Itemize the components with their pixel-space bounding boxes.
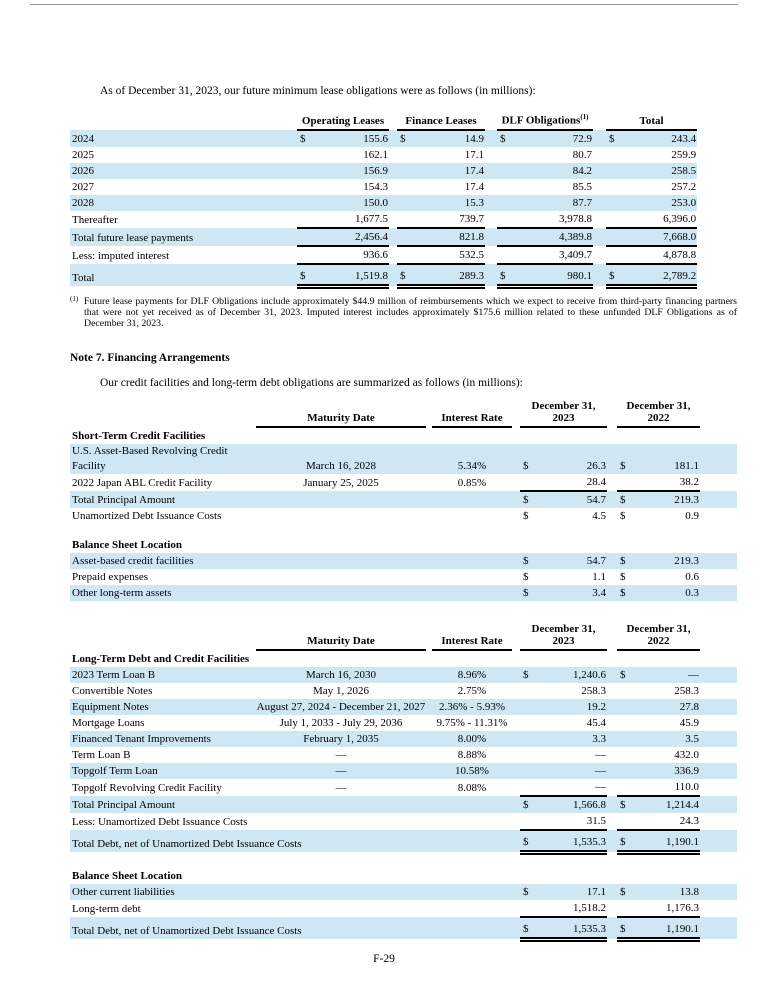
- table-row: [70, 900, 737, 917]
- dollar-sign: $: [609, 132, 615, 145]
- row-label: Asset-based credit facilities: [72, 554, 194, 567]
- maturity-date: May 1, 2026: [313, 684, 369, 697]
- value-2022: 110.0: [633, 779, 700, 796]
- table-row: [70, 683, 737, 699]
- footnote-reference: (1): [580, 113, 589, 121]
- amount: 17.4: [464, 164, 485, 177]
- section-label: Long-Term Debt and Credit Facilities: [72, 652, 250, 665]
- table-header-row: [70, 621, 737, 650]
- table-row: [70, 246, 697, 264]
- interest-rate: 9.75% - 11.31%: [436, 716, 508, 729]
- amount: 980.1: [515, 264, 593, 287]
- amount: 154.3: [363, 180, 389, 193]
- value-2022: 336.9: [674, 764, 699, 777]
- amount: 84.2: [572, 164, 593, 177]
- amount: 1,519.8: [315, 264, 389, 287]
- value-2023: 31.5: [536, 813, 607, 830]
- dollar-sign: $: [617, 917, 633, 940]
- value-2022: 3.5: [685, 732, 699, 745]
- value-2022: 181.1: [674, 459, 699, 472]
- section-row: [70, 537, 737, 553]
- table-row-total: [70, 491, 737, 508]
- page-number: F-29: [373, 953, 395, 965]
- row-label: Unamortized Debt Issuance Costs: [72, 509, 222, 522]
- value-2023: 258.3: [581, 684, 606, 697]
- maturity-date: —: [335, 781, 347, 794]
- value-2023: 1.1: [592, 570, 606, 583]
- value-2023: 3.4: [592, 586, 606, 599]
- maturity-date: —: [335, 764, 347, 777]
- amount: 14.9: [464, 132, 485, 145]
- note-heading: Note 7. Financing Arrangements: [70, 351, 230, 364]
- column-header-interest-rate: Interest Rate: [432, 398, 512, 427]
- amount: 1,677.5: [315, 211, 389, 228]
- column-header-maturity-date: Maturity Date: [256, 398, 426, 427]
- table-row: [70, 474, 737, 491]
- value-2022: 0.6: [685, 570, 699, 583]
- table-row: [70, 130, 697, 147]
- column-header-december-2023: December 31, 2023: [520, 621, 607, 650]
- row-label: Prepaid expenses: [72, 570, 149, 583]
- intro-debt-paragraph: Our credit facilities and long-term debt obligations are summarized as follows (in millions):: [100, 376, 523, 389]
- table-row: [70, 763, 737, 779]
- amount: 258.5: [671, 164, 697, 177]
- dollar-sign: $: [397, 264, 415, 287]
- value-2022: 258.3: [674, 684, 699, 697]
- interest-rate: 8.08%: [457, 781, 487, 794]
- footnote: [70, 296, 737, 329]
- interest-rate: 5.34%: [457, 459, 487, 472]
- amount: 739.7: [415, 211, 485, 228]
- dollar-sign: $: [620, 586, 626, 599]
- dollar-sign: $: [617, 830, 633, 853]
- interest-rate: 8.88%: [457, 748, 487, 761]
- value-2023: 4.5: [592, 509, 606, 522]
- value-2023: —: [595, 764, 606, 777]
- table-row: [70, 747, 737, 763]
- lease-obligations-table: [70, 111, 697, 289]
- value-2023: 1,535.3: [536, 830, 607, 853]
- value-2022: 219.3: [674, 493, 699, 506]
- dollar-sign: $: [620, 554, 626, 567]
- value-2023: 17.1: [586, 885, 606, 898]
- value-2022: 1,190.1: [633, 830, 700, 853]
- column-header-operating-leases: Operating Leases: [297, 111, 389, 130]
- table-row: [70, 569, 737, 585]
- amount: 80.7: [572, 148, 593, 161]
- value-2022: 432.0: [674, 748, 699, 761]
- value-2022: 0.3: [685, 586, 699, 599]
- row-label: Mortgage Loans: [72, 716, 145, 729]
- maturity-date: March 16, 2030: [306, 668, 376, 681]
- dollar-sign: $: [523, 509, 529, 522]
- row-label: 2025: [72, 148, 94, 161]
- table-row-total: [70, 830, 737, 853]
- row-label: Total Debt, net of Unamortized Debt Issuance Costs: [72, 925, 302, 938]
- maturity-date: August 27, 2024 - December 21, 2027: [256, 700, 426, 713]
- short-term-credit-facilities-table: [70, 398, 737, 601]
- row-label: Other long-term assets: [72, 586, 172, 599]
- amount: 289.3: [415, 264, 485, 287]
- interest-rate: 8.96%: [457, 668, 487, 681]
- table-row: [70, 813, 737, 830]
- value-2023: 45.4: [586, 716, 606, 729]
- section-label: Balance Sheet Location: [72, 538, 182, 551]
- row-label: Thereafter: [72, 213, 118, 226]
- row-label: Total: [72, 272, 95, 285]
- value-2022: 24.3: [633, 813, 700, 830]
- row-label: Less: Unamortized Debt Issuance Costs: [72, 815, 248, 828]
- column-header-dlf-obligations: DLF Obligations$^{(1)}$: [497, 111, 593, 130]
- amount: 156.9: [363, 164, 389, 177]
- row-label: Total Principal Amount: [72, 493, 176, 506]
- amount: 4,389.8: [515, 228, 593, 246]
- dollar-sign: $: [606, 264, 624, 287]
- value-2023: 26.3: [586, 459, 606, 472]
- row-label: Total future lease payments: [72, 231, 194, 244]
- value-2022: —: [688, 668, 699, 681]
- value-2022: 1,214.4: [666, 798, 699, 811]
- dollar-sign: $: [497, 264, 515, 287]
- amount: 150.0: [363, 196, 389, 209]
- row-label: 2026: [72, 164, 94, 177]
- dollar-sign: $: [400, 132, 406, 145]
- row-label: Equipment Notes: [72, 700, 149, 713]
- dollar-sign: $: [300, 132, 306, 145]
- row-label: Long-term debt: [72, 902, 141, 915]
- maturity-date: January 25, 2025: [303, 476, 379, 489]
- dollar-sign: $: [523, 493, 529, 506]
- page-top-rule: [30, 4, 738, 5]
- value-2023: 54.7: [586, 554, 606, 567]
- row-label: Other current liabilities: [72, 885, 175, 898]
- section-label: Balance Sheet Location: [72, 869, 182, 882]
- row-label: Total Debt, net of Unamortized Debt Issuance Costs: [72, 838, 302, 851]
- amount: 7,668.0: [624, 228, 697, 246]
- value-2022: 45.9: [679, 716, 699, 729]
- amount: 4,878.8: [624, 246, 697, 264]
- row-label: Financed Tenant Improvements: [72, 732, 211, 745]
- row-label: 2028: [72, 196, 94, 209]
- value-2023: 1,535.3: [536, 917, 607, 940]
- row-label: 2024: [72, 132, 94, 145]
- interest-rate: 2.75%: [457, 684, 487, 697]
- intro-lease-paragraph: As of December 31, 2023, our future minimum lease obligations were as follows (in millions):: [100, 85, 536, 97]
- table-row: [70, 667, 737, 683]
- amount: 85.5: [572, 180, 593, 193]
- footnote-text: Future lease payments for DLF Obligations include approximately $44.9 million of reimbursements which we expect to receive from third-party financing partners that were not yet received as of December 31, 2023. Imputed interest includes approximately $175.6 million related to these unfunded DLF Obligations as of December 31, 2023.: [84, 295, 737, 329]
- dollar-sign: $: [523, 554, 529, 567]
- interest-rate: 0.85%: [457, 476, 487, 489]
- value-2022: 219.3: [674, 554, 699, 567]
- value-2022: 0.9: [685, 509, 699, 522]
- value-2023: 1,566.8: [573, 798, 606, 811]
- table-header-row: [70, 111, 697, 130]
- maturity-date: March 16, 2028: [306, 459, 376, 472]
- dollar-sign: $: [297, 264, 315, 287]
- amount: 15.3: [464, 196, 485, 209]
- dollar-sign: $: [520, 917, 536, 940]
- row-label: 2022 Japan ABL Credit Facility: [72, 476, 213, 489]
- dollar-sign: $: [620, 885, 626, 898]
- amount: 6,396.0: [624, 211, 697, 228]
- footnote-marker: (1): [70, 294, 79, 303]
- amount: 155.6: [363, 132, 389, 145]
- dollar-sign: $: [620, 570, 626, 583]
- column-header-total: Total: [606, 111, 697, 130]
- value-2022: 38.2: [633, 474, 700, 491]
- row-label: 2027: [72, 180, 94, 193]
- amount: 821.8: [415, 228, 485, 246]
- table-row: [70, 147, 697, 163]
- maturity-date: July 1, 2033 - July 29, 2036: [279, 716, 403, 729]
- value-2023: 54.7: [586, 493, 606, 506]
- amount: 2,456.4: [315, 228, 389, 246]
- row-label: 2023 Term Loan B: [72, 668, 156, 681]
- section-label: Short-Term Credit Facilities: [72, 429, 206, 442]
- interest-rate: 8.00%: [457, 732, 487, 745]
- amount: 17.1: [464, 148, 485, 161]
- dollar-sign: $: [520, 830, 536, 853]
- amount: 936.6: [315, 246, 389, 264]
- table-row: [70, 731, 737, 747]
- section-row: [70, 650, 737, 667]
- table-header-row: [70, 398, 737, 427]
- value-2022: 1,190.1: [633, 917, 700, 940]
- row-label: Less: imputed interest: [72, 249, 170, 262]
- amount: 259.9: [671, 148, 697, 161]
- amount: 532.5: [415, 246, 485, 264]
- dollar-sign: $: [523, 885, 529, 898]
- amount: 3,978.8: [515, 211, 593, 228]
- value-2022: 27.8: [679, 700, 699, 713]
- section-row: [70, 427, 737, 444]
- row-label: U.S. Asset-Based Revolving Credit Facility: [72, 444, 228, 472]
- column-header-december-2022: December 31, 2022: [617, 398, 700, 427]
- table-row: [70, 444, 737, 474]
- interest-rate: 2.36% - 5.93%: [439, 700, 505, 713]
- table-row: [70, 179, 697, 195]
- row-label: Term Loan B: [72, 748, 131, 761]
- table-row: [70, 508, 737, 524]
- table-row: [70, 585, 737, 601]
- value-2023: 3.3: [592, 732, 606, 745]
- value-2022: 1,176.3: [633, 900, 700, 917]
- dollar-sign: $: [620, 459, 626, 472]
- amount: 253.0: [671, 196, 697, 209]
- dollar-sign: $: [523, 668, 529, 681]
- dollar-sign: $: [620, 509, 626, 522]
- table-row: [70, 779, 737, 796]
- value-2023: —: [536, 779, 607, 796]
- dollar-sign: $: [620, 493, 626, 506]
- row-label: Topgolf Term Loan: [72, 764, 158, 777]
- column-header-december-2022: December 31, 2022: [617, 621, 700, 650]
- row-label: Total Principal Amount: [72, 798, 176, 811]
- amount: 3,409.7: [515, 246, 593, 264]
- amount: 243.4: [671, 132, 697, 145]
- value-2023: 19.2: [586, 700, 606, 713]
- table-row: [70, 715, 737, 731]
- dollar-sign: $: [620, 668, 626, 681]
- amount: 72.9: [572, 132, 593, 145]
- column-header-maturity-date: Maturity Date: [256, 621, 426, 650]
- maturity-date: —: [335, 748, 347, 761]
- table-row-total: [70, 917, 737, 940]
- amount: 17.4: [464, 180, 485, 193]
- value-2023: 1,518.2: [536, 900, 607, 917]
- table-row: [70, 163, 697, 179]
- column-header-finance-leases: Finance Leases: [397, 111, 485, 130]
- dollar-sign: $: [620, 798, 626, 811]
- value-2023: 28.4: [536, 474, 607, 491]
- dollar-sign: $: [523, 586, 529, 599]
- section-row: [70, 868, 737, 884]
- row-label: Topgolf Revolving Credit Facility: [72, 781, 222, 794]
- interest-rate: 10.58%: [455, 764, 489, 777]
- amount: 87.7: [572, 196, 593, 209]
- maturity-date: February 1, 2035: [303, 732, 379, 745]
- column-header-interest-rate: Interest Rate: [432, 621, 512, 650]
- table-row: [70, 553, 737, 569]
- long-term-debt-table: [70, 621, 737, 942]
- amount: 162.1: [363, 148, 389, 161]
- value-2022: 13.8: [679, 885, 699, 898]
- table-row: [70, 211, 697, 228]
- dollar-sign: $: [523, 570, 529, 583]
- table-row: [70, 195, 697, 211]
- value-2023: —: [595, 748, 606, 761]
- amount: 257.2: [671, 180, 697, 193]
- dollar-sign: $: [523, 459, 529, 472]
- table-row: [70, 884, 737, 900]
- column-header-december-2023: December 31, 2023: [520, 398, 607, 427]
- dollar-sign: $: [523, 798, 529, 811]
- row-label: Convertible Notes: [72, 684, 153, 697]
- table-row: [70, 699, 737, 715]
- dollar-sign: $: [500, 132, 506, 145]
- table-row-total: [70, 264, 697, 287]
- table-row-subtotal: [70, 228, 697, 246]
- amount: 2,789.2: [624, 264, 697, 287]
- value-2023: 1,240.6: [573, 668, 606, 681]
- table-row-total: [70, 796, 737, 813]
